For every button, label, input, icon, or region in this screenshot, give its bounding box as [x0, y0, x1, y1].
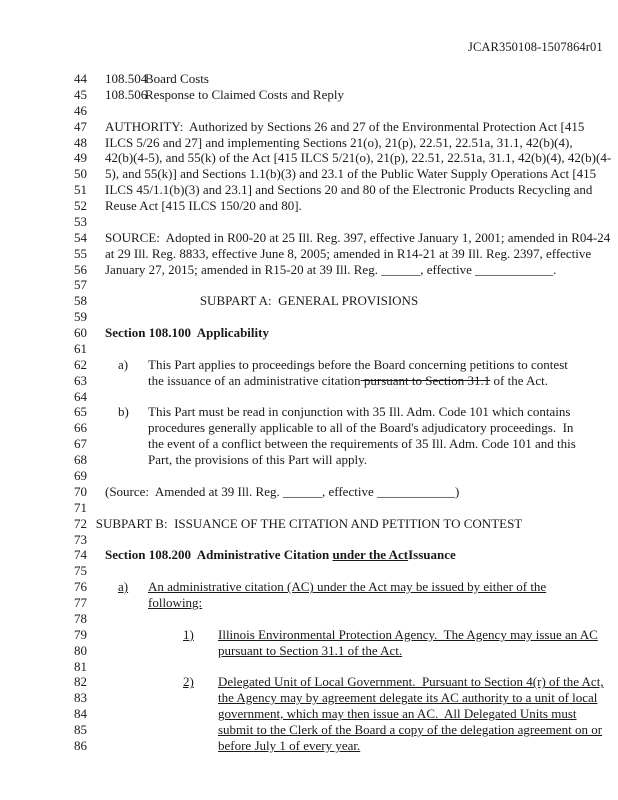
line-label: 2) — [183, 674, 194, 690]
line-number: 57 — [74, 277, 87, 293]
inserted-text: An administrative citation (AC) under the Act may be issued by either of the — [148, 579, 547, 595]
line-text — [105, 246, 591, 262]
document-line — [0, 627, 618, 643]
line-text — [218, 706, 577, 722]
line-number: 50 — [74, 166, 87, 182]
text-run: Section 108.200 Administrative Citation — [105, 547, 333, 563]
document-line — [0, 71, 618, 87]
subpart-heading — [0, 516, 618, 532]
line-number: 71 — [74, 499, 87, 515]
line-number: 76 — [74, 579, 87, 595]
text-run: ILCS 5/26 and 27] and implementing Sections 21(o), 21(p), 22.51, 22.51a, 31.1, 42(b)(4), — [105, 134, 573, 150]
line-number: 44 — [74, 71, 87, 86]
line-text — [218, 738, 360, 754]
line-text — [218, 643, 402, 659]
line-label: b) — [118, 404, 129, 420]
text-run: Part, the provisions of this Part will apply. — [148, 452, 368, 468]
document-line — [0, 230, 618, 246]
line-number: 69 — [74, 468, 87, 483]
text-run: (Source: Amended at 39 Ill. Reg. ______, effective ____________) — [105, 483, 460, 499]
text-run: Board Costs — [145, 71, 209, 86]
document-line — [0, 563, 618, 579]
line-number: 56 — [74, 261, 87, 277]
document-line — [0, 198, 618, 214]
document-line — [0, 643, 618, 659]
line-number: 81 — [74, 658, 87, 674]
inserted-text: government, which may then issue an AC. All Delegated Units must — [218, 706, 577, 722]
line-text — [148, 357, 568, 373]
line-number: 68 — [74, 452, 87, 468]
line-number: 82 — [74, 674, 87, 690]
line-number: 60 — [74, 325, 87, 341]
document-line — [0, 404, 618, 420]
document-line — [0, 293, 618, 309]
line-label: a) — [118, 356, 129, 372]
line-text — [105, 325, 269, 341]
line-text — [218, 690, 597, 706]
inserted-text: Illinois Environmental Protection Agency. The Agency may issue an AC — [218, 626, 598, 642]
line-number: 52 — [74, 198, 87, 214]
line-number: 53 — [74, 213, 87, 229]
line-label: 1) — [183, 626, 194, 642]
line-text — [105, 484, 459, 500]
document-line — [0, 357, 618, 373]
document-line — [0, 87, 618, 103]
line-number: 66 — [74, 420, 87, 436]
line-number: 70 — [74, 483, 87, 499]
line-label: a) — [118, 579, 129, 595]
deleted-text: pursuant to Section 31.1 — [360, 372, 491, 388]
text-run: 42(b)(4-5), and 55(k) of the Act [415 ILCS 5/21(o), 21(p), 22.51, 22.51a, 31.1, 42(b)(4), 42(b)(4- — [105, 150, 612, 166]
document-line — [0, 436, 618, 452]
line-number: 75 — [74, 563, 87, 579]
document-line — [0, 500, 618, 516]
document-line — [0, 595, 618, 611]
line-number: 83 — [74, 690, 87, 706]
document-line — [0, 690, 618, 706]
line-text — [105, 119, 584, 135]
text-run: Issuance — [408, 547, 456, 563]
line-text — [148, 404, 570, 420]
line-text — [145, 71, 209, 87]
line-text — [105, 182, 592, 198]
line-text — [148, 452, 367, 468]
text-run: 5), and 55(k)] and Sections 1.1(b)(3) and 23.1 of the Public Water Supply Operations Act [415 — [105, 166, 597, 182]
line-number: 54 — [74, 229, 87, 245]
line-number: 79 — [74, 626, 87, 642]
text-run: ILCS 45/1.1(b)(3) and 23.1] and Sections 20 and 80 of the Electronic Products Recycling and — [105, 182, 593, 198]
line-number: 51 — [74, 182, 87, 198]
document-line — [0, 214, 618, 230]
line-number: 55 — [74, 245, 87, 261]
line-number: 67 — [74, 436, 87, 452]
document-line — [0, 547, 618, 563]
document-line — [0, 420, 618, 436]
line-text — [148, 436, 576, 452]
text-run: the event of a conflict between the requirements of 35 Ill. Adm. Code 101 and this — [148, 436, 576, 452]
document-line — [0, 389, 618, 405]
line-text — [105, 198, 302, 214]
document-line — [0, 674, 618, 690]
text-run: Section 108.100 Applicability — [105, 325, 269, 341]
document-line — [0, 516, 618, 532]
document-line — [0, 452, 618, 468]
line-text — [105, 150, 611, 166]
line-text — [105, 135, 573, 151]
text-run: SOURCE: Adopted in R00-20 at 25 Ill. Reg. 397, effective January 1, 2001; amended in R04-24 — [105, 229, 611, 245]
text-run: of the Act. — [490, 372, 549, 388]
line-number: 80 — [74, 642, 87, 658]
text-run: SUBPART B: ISSUANCE OF THE CITATION AND PETITION TO CONTEST — [95, 515, 523, 531]
line-text — [148, 595, 202, 611]
text-run: Response to Claimed Costs and Reply — [145, 86, 344, 102]
line-text — [218, 627, 598, 643]
inserted-text: following: — [148, 595, 203, 611]
line-number: 72 — [74, 515, 87, 531]
line-number: 58 — [74, 293, 87, 309]
line-number: 61 — [74, 340, 87, 356]
inserted-text: before July 1 of every year. — [218, 737, 361, 753]
document-line — [0, 262, 618, 278]
document-line — [0, 611, 618, 627]
line-text — [218, 722, 602, 738]
document-line — [0, 325, 618, 341]
text-run: Reuse Act [415 ILCS 150/20 and 80]. — [105, 198, 302, 214]
inserted-text: pursuant to Section 31.1 of the Act. — [218, 642, 403, 658]
line-label: 108.504 — [105, 71, 148, 86]
line-number: 78 — [74, 610, 87, 626]
line-number: 48 — [74, 134, 87, 150]
inserted-text: the Agency may by agreement delegate its AC authority to a unit of local — [218, 690, 598, 706]
line-text — [218, 674, 604, 690]
line-text — [148, 420, 573, 436]
document-line — [0, 246, 618, 262]
line-number: 86 — [74, 737, 87, 753]
line-number: 62 — [74, 356, 87, 372]
document-line — [0, 277, 618, 293]
line-text — [105, 547, 456, 563]
line-number: 45 — [74, 86, 87, 102]
line-text — [145, 87, 344, 103]
inserted-text: Delegated Unit of Local Government. Pursuant to Section 4(r) of the Act, — [218, 674, 604, 690]
document-line — [0, 579, 618, 595]
document-line — [0, 166, 618, 182]
text-run: AUTHORITY: Authorized by Sections 26 and 27 of the Environmental Protection Act [415 — [105, 118, 585, 134]
inserted-text: submit to the Clerk of the Board a copy of the delegation agreement on or — [218, 722, 603, 738]
line-number: 84 — [74, 706, 87, 722]
document-line — [0, 706, 618, 722]
text-run: the issuance of an administrative citation — [148, 372, 361, 388]
document-line — [0, 341, 618, 357]
document-line — [0, 103, 618, 119]
line-number: 47 — [74, 118, 87, 134]
line-number: 63 — [74, 372, 87, 388]
text-run: SUBPART A: GENERAL PROVISIONS — [199, 293, 419, 309]
document-line — [0, 150, 618, 166]
document-line — [0, 722, 618, 738]
document-line — [0, 468, 618, 484]
document-line — [0, 373, 618, 389]
document-id: JCAR350108-1507864r01 — [468, 40, 603, 54]
document-line — [0, 738, 618, 754]
text-run: January 27, 2015; amended in R15-20 at 39 Ill. Reg. ______, effective ____________. — [105, 261, 557, 277]
document-line — [0, 119, 618, 135]
line-number: 85 — [74, 722, 87, 738]
inserted-text: under the Act — [332, 547, 409, 563]
line-number: 73 — [74, 531, 87, 547]
line-number: 49 — [74, 150, 87, 166]
line-number: 46 — [74, 102, 87, 118]
document-line — [0, 309, 618, 325]
line-number: 64 — [74, 388, 87, 404]
document-line — [0, 532, 618, 548]
line-number: 74 — [74, 547, 87, 563]
text-run: This Part must be read in conjunction with 35 Ill. Adm. Code 101 which contains — [148, 404, 571, 420]
text-run: procedures generally applicable to all of the Board's adjudicatory proceedings. In — [148, 420, 574, 436]
line-text — [105, 230, 610, 246]
document-line — [0, 135, 618, 151]
line-text — [148, 579, 546, 595]
line-label: 108.506 — [105, 86, 148, 102]
text-run: at 29 Ill. Reg. 8833, effective June 8, 2005; amended in R14-21 at 39 Ill. Reg. 2397, effective — [105, 245, 592, 261]
subpart-heading — [0, 293, 618, 309]
text-run: This Part applies to proceedings before the Board concerning petitions to contest — [148, 356, 568, 372]
document-line — [0, 659, 618, 675]
line-text — [105, 262, 556, 278]
document-line — [0, 182, 618, 198]
document-line — [0, 484, 618, 500]
line-number: 65 — [74, 404, 87, 420]
line-text — [148, 373, 548, 389]
line-number: 59 — [74, 309, 87, 325]
line-text — [105, 166, 596, 182]
line-number: 77 — [74, 595, 87, 611]
